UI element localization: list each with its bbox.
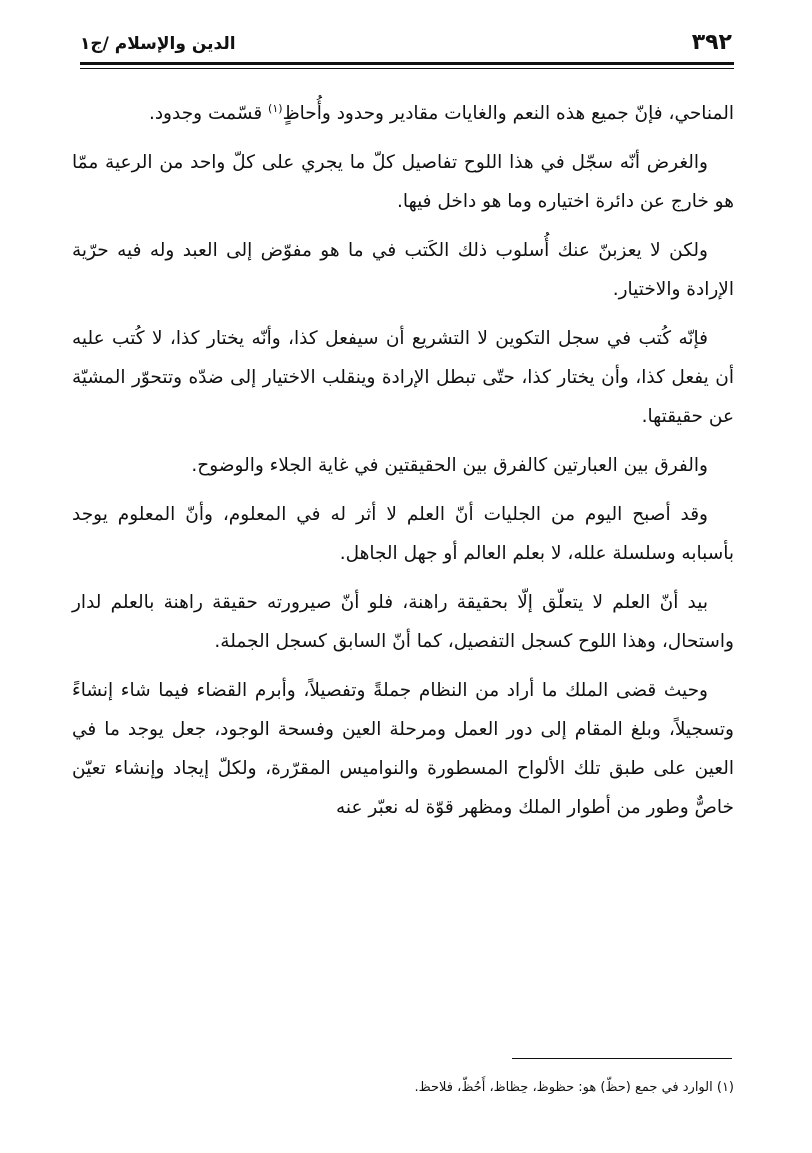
paragraph-1-text-a: المناحي، فإنّ جميع هذه النعم والغايات مقادير وحدود وأُحاظٍ — [282, 103, 734, 124]
page-number: ٣٩٢ — [691, 30, 732, 55]
paragraph-5: والفرق بين العبارتين كالفرق بين الحقيقتين في غاية الجلاء والوضوح. — [191, 455, 708, 476]
paragraph-1 — [72, 94, 734, 133]
paragraph-1-text-b: قسّمت وجدود. — [148, 103, 269, 124]
paragraph-4: فإنّه كُتب في سجل التكوين لا التشريع أن سيفعل كذا، وأنّه يختار كذا، لا كُتب عليه أن يفعل كذا، وأن يختار كذا، حتّى تبطل الإرادة وينقلب الاختيار إلى ضدّه وتتحوّر المشيّة عن حقيقتها. — [72, 328, 734, 427]
paragraph-7: بيد أنّ العلم لا يتعلّق إلّا بحقيقة راهنة، فلو أنّ صيرورته حقيقة راهنة بالعلم لدار واستحال، وهذا اللوح كسجل التفصيل، كما أنّ السابق كسجل الجملة. — [72, 592, 734, 652]
paragraph-8: وحيث قضى الملك ما أراد من النظام جملةً وتفصيلاً، وأبرم القضاء فيما شاء إنشاءً وتسجيلاً، وبلغ المقام إلى دور العمل ومرحلة العين وفسحة الوجود، جعل يوجد ما في العين على طبق تلك الألواح المسطورة والنواميس المقرّرة، ولكلّ إيجاد وإنشاء تعيّن خاصٌّ وطور من أطوار الملك ومظهر قوّة له نعبّر عنه — [72, 680, 734, 818]
footnote-marker: (١) — [268, 101, 283, 115]
page-header — [80, 28, 732, 62]
header-rule-thick — [80, 62, 734, 65]
paragraph-2: والغرض أنّه سجّل في هذا اللوح تفاصيل كلّ ما يجري على كلّ واحد من الرعية ممّا هو خارج عن دائرة اختياره وما هو داخل فيها. — [72, 152, 734, 212]
paragraph-6: وقد أصبح اليوم من الجليات أنّ العلم لا أثر له في المعلوم، وأنّ المعلوم يوجد بأسبابه وسلسلة علله، لا بعلم العالم أو جهل الجاهل. — [72, 504, 734, 564]
footnote: (١) الوارد في جمع (حظّ) هو: حظوظ، حِظاظ، أَحُظّ، فلاحظ. — [414, 1080, 734, 1095]
header-rule-thin — [80, 68, 734, 69]
running-title: الدين والإسلام /ج١ — [80, 34, 236, 54]
paragraph-3: ولكن لا يعزبنّ عنك أُسلوب ذلك الكَتب في ما هو مفوّض إلى العبد وله فيه حرّية الإرادة والاختيار. — [72, 240, 734, 300]
body-text — [72, 94, 734, 837]
footnote-rule — [512, 1058, 732, 1059]
